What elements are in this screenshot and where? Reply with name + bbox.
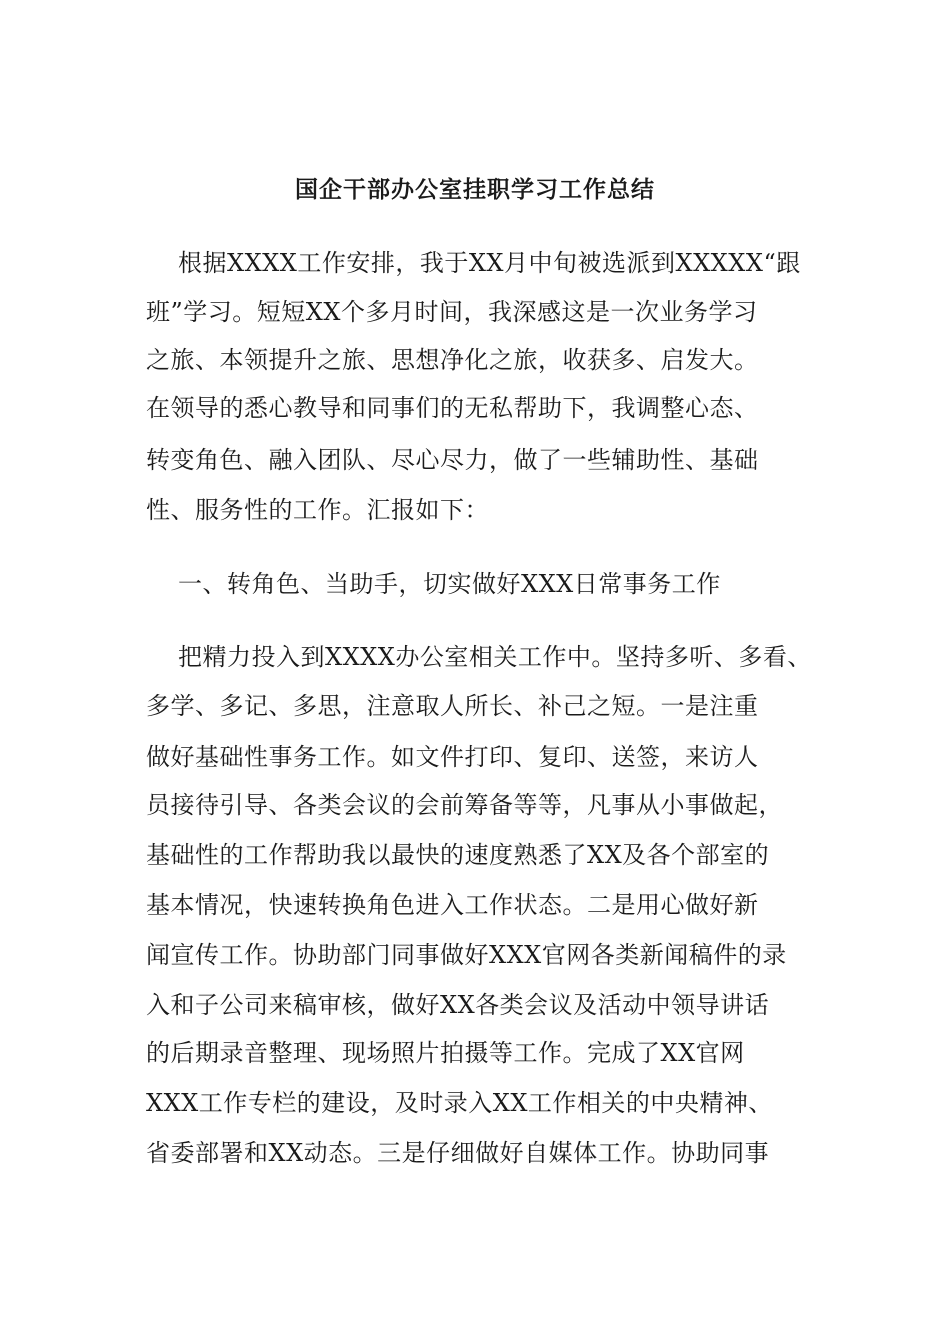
paragraph-line: 省委部署和XX动态。三是仔细做好自媒体工作。协助同事 xyxy=(146,1139,770,1167)
paragraph-line: 入和子公司来稿审核，做好XX各类会议及活动中领导讲话 xyxy=(146,991,770,1019)
document-title: 国企干部办公室挂职学习工作总结 xyxy=(295,176,655,203)
paragraph-line: 把精力投入到XXXX办公室相关工作中。坚持多听、多看、 xyxy=(178,643,812,671)
paragraph-line: 性、服务性的工作。汇报如下： xyxy=(146,496,489,524)
paragraph-line: 基本情况，快速转换角色进入工作状态。二是用心做好新 xyxy=(146,891,759,919)
paragraph-line: 的后期录音整理、现场照片拍摄等工作。完成了XX官网 xyxy=(146,1039,745,1067)
paragraph-line: 转变角色、融入团队、尽心尽力，做了一些辅助性、基础 xyxy=(146,446,759,474)
paragraph-line: 基础性的工作帮助我以最快的速度熟悉了XX及各个部室的 xyxy=(146,841,770,869)
paragraph-line: 之旅、本领提升之旅、思想净化之旅，收获多、启发大。 xyxy=(146,346,759,374)
paragraph-line: 根据XXXX工作安排，我于XX月中旬被选派到XXXXX“跟 xyxy=(178,249,801,277)
paragraph-line: XXX工作专栏的建设，及时录入XX工作相关的中央精神、 xyxy=(146,1089,773,1117)
paragraph-line: 员接待引导、各类会议的会前筹备等等，凡事从小事做起， xyxy=(146,791,783,819)
paragraph-line: 班”学习。短短XX个多月时间，我深感这是一次业务学习 xyxy=(146,298,758,326)
paragraph-line: 多学、多记、多思，注意取人所长、补己之短。一是注重 xyxy=(146,692,759,720)
paragraph-line: 在领导的悉心教导和同事们的无私帮助下，我调整心态、 xyxy=(146,394,759,422)
section-heading: 一、转角色、当助手，切实做好XXX日常事务工作 xyxy=(178,570,721,598)
paragraph-line: 做好基础性事务工作。如文件打印、复印、送签，来访人 xyxy=(146,743,759,771)
paragraph-line: 闻宣传工作。协助部门同事做好XXX官网各类新闻稿件的录 xyxy=(146,941,787,969)
